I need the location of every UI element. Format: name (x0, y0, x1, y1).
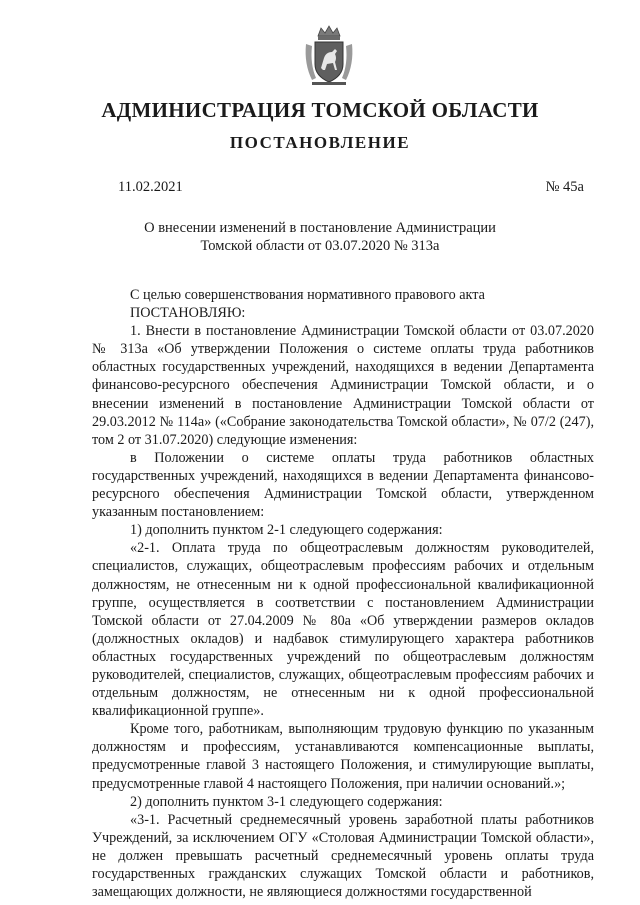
preamble: С целью совершенствования нормативного правового акта (130, 287, 485, 303)
paragraph-5: Кроме того, работникам, выполняющим трудовую функцию по указанным должностям и профессиям, устанавливаются компенсационные выплаты, предусмотренные главой 3 настоящего Положения, и стимулирующие выплаты, предусмотренные главой 4 настоящего Положения, при наличии оснований.»; (92, 721, 594, 792)
organization-name: АДМИНИСТРАЦИЯ ТОМСКОЙ ОБЛАСТИ (101, 98, 539, 122)
paragraph-4: «2-1. Оплата труда по общеотраслевым должностям руководителей, специалистов, служащих, общеотраслевым профессиям рабочих и отдельным должностям, не отнесенным ни к одной профессиональной квалификационной группе, осуществляется в соответствии с постановлением Администрации Томской области от 27.04.2009 № 80а «Об утверждении размеров окладов (должностных окладов) и надбавок стимулирующего характера работников областных государственных учреждений по общеотраслевым должностям руководителей, специалистов, служащих, общеотраслевым профессиям рабочих и отдельным должностям, не отнесенным ни к одной профессиональной квалификационной группе». (92, 540, 594, 720)
paragraph-7: «3-1. Расчетный среднемесячный уровень заработной платы работников Учреждений, за исключением ОГУ «Столовая Администрации Томской области», не должен превышать расчетный среднемесячный уровень оплаты труда государственных гражданских служащих Томской области и работников, замещающих должности, не являющиеся должностями государственной (92, 811, 594, 901)
document-number: № 45а (545, 179, 584, 195)
paragraph-1: 1. Внести в постановление Администрации Томской области от 03.07.2020 № 313а «Об утверждении Положения о системе оплаты труда работников областных государственных учреждений, находящихся в ведении Департамента финансово-ресурсного обеспечения Администрации Томской области, и о внесении изменений в постановление Администрации Томской области от 29.03.2012 № 114а» («Собрание законодательства Томской области», № 07/2 (247), том 2 от 31.07.2020) следующие изменения: (92, 323, 594, 448)
paragraph-3: 1) дополнить пунктом 2-1 следующего содержания: (130, 522, 443, 539)
tomsk-region-coat-of-arms-icon (302, 24, 356, 88)
document-date: 11.02.2021 (118, 179, 183, 195)
subject-line-1: О внесении изменений в постановление Администрации (144, 220, 496, 236)
paragraph-2: в Положении о системе оплаты труда работников областных государственных учреждений, находящихся в ведении Департамента финансово-ресурсного обеспечения Администрации Томской области, утвержденном указанным постановлением: (92, 449, 594, 521)
document-type: ПОСТАНОВЛЕНИЕ (229, 133, 411, 152)
document-body (92, 286, 594, 901)
paragraph-6: 2) дополнить пунктом 3-1 следующего содержания: (130, 793, 443, 810)
resolve-heading: ПОСТАНОВЛЯЮ: (130, 305, 246, 322)
document-subject (90, 219, 550, 255)
subject-line-2: Томской области от 03.07.2020 № 313а (200, 238, 440, 254)
